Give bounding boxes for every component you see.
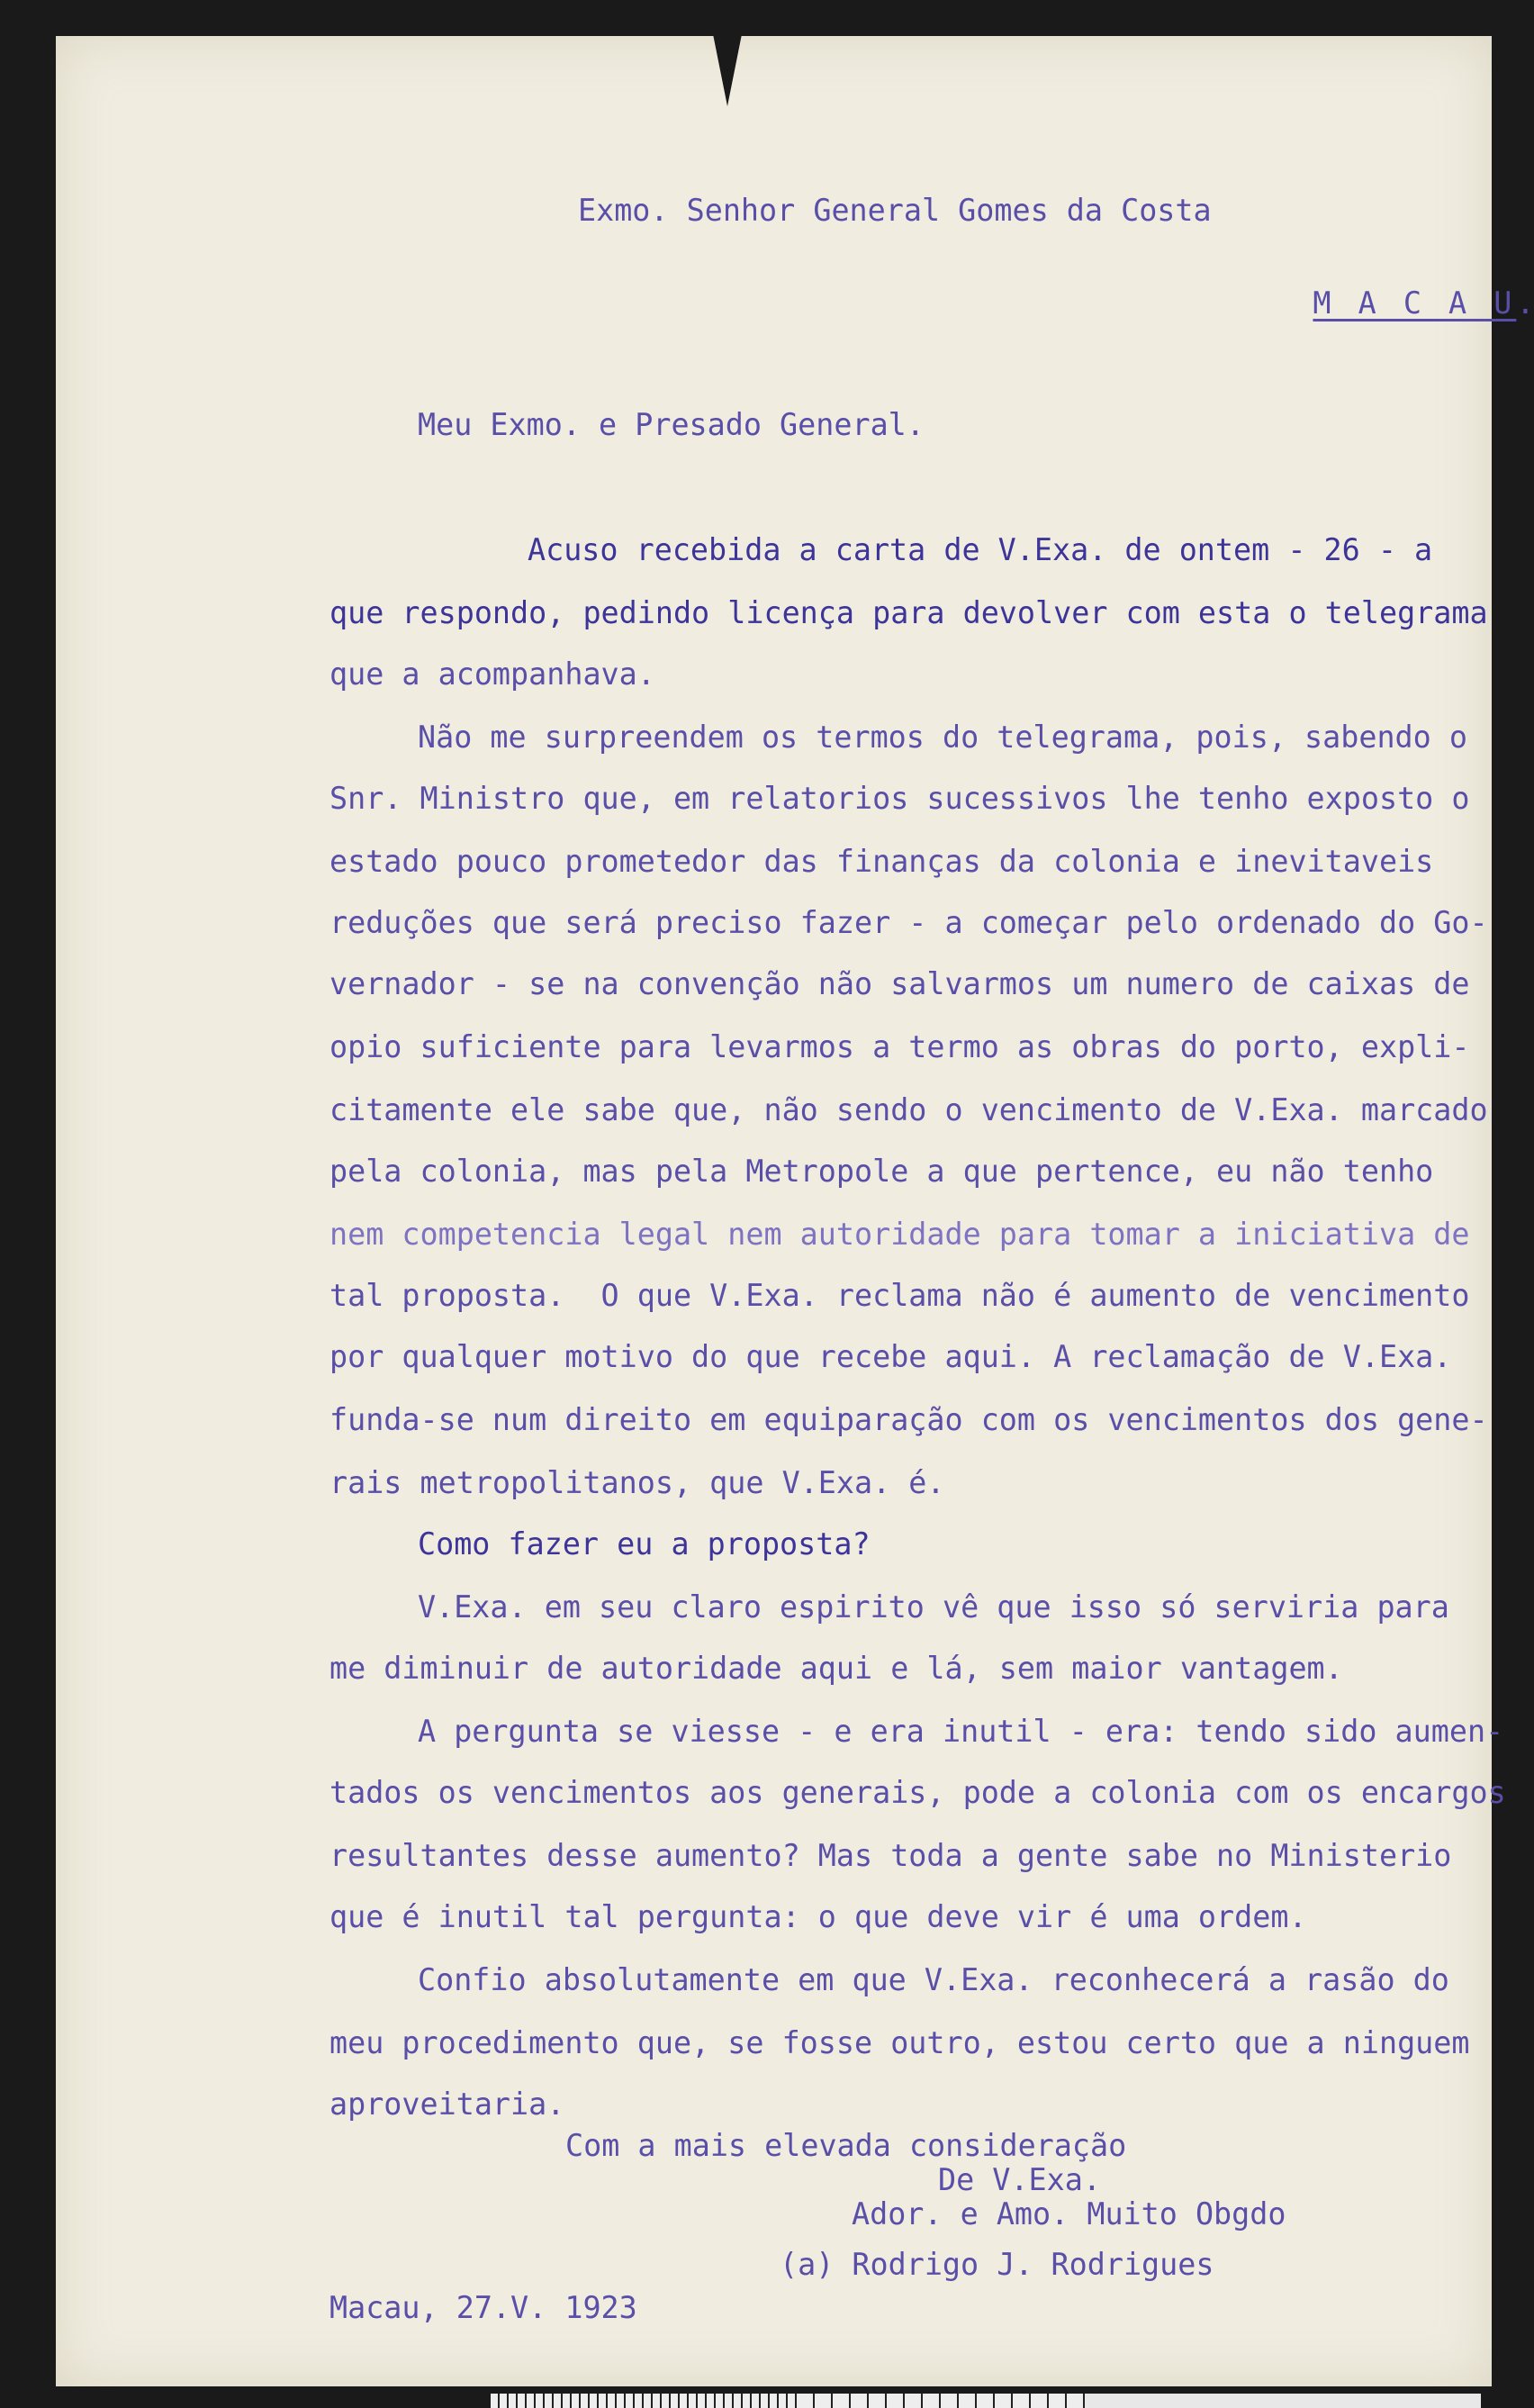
body-line: funda-se num direito em equiparação com os vencimentos dos gene- <box>329 1402 1488 1437</box>
body-line: tados os vencimentos aos generais, pode a colonia com os encargos <box>329 1775 1506 1810</box>
body-line: vernador - se na convenção não salvarmos um numero de caixas de <box>329 966 1470 1001</box>
body-line: que a acompanhava. <box>329 656 655 692</box>
date-line: Macau, 27.V. 1923 <box>329 2290 637 2325</box>
body-line: aproveitaria. <box>329 2087 565 2122</box>
body-line: meu procedimento que, se fosse outro, estou certo que a ninguem <box>329 2025 1470 2060</box>
body-line: Snr. Ministro que, em relatorios sucessivos lhe tenho exposto o <box>329 781 1470 816</box>
body-line: opio suficiente para levarmos a termo as obras do porto, expli- <box>329 1029 1470 1064</box>
place-name: M A C A U <box>1313 285 1517 321</box>
body-line: que respondo, pedindo licença para devolver com esta o telegrama <box>329 595 1488 630</box>
body-line: Acuso recebida a carta de V.Exa. de ontem - 26 - a <box>528 532 1433 567</box>
place-line <box>1241 258 1534 349</box>
document-page <box>56 36 1534 2386</box>
body-line: Confio absolutamente em que V.Exa. reconhecerá a rasão do <box>418 1962 1449 1997</box>
body-line: pela colonia, mas pela Metropole a que pertence, eu não tenho <box>329 1154 1434 1189</box>
closing-line: De V.Exa. <box>938 2162 1101 2197</box>
place-period: . <box>1516 285 1534 321</box>
scale-ruler-fine <box>491 2394 797 2408</box>
closing-line: Com a mais elevada consideração <box>565 2128 1127 2163</box>
closing-line: Ador. e Amo. Muito Obgdo <box>852 2196 1286 2231</box>
body-line: A pergunta se viesse - e era inutil - era: tendo sido aumen- <box>418 1714 1504 1749</box>
signature-line: (a) Rodrigo J. Rodrigues <box>780 2247 1214 2282</box>
body-line: resultantes desse aumento? Mas toda a gente sabe no Ministerio <box>329 1838 1452 1873</box>
scale-ruler-end <box>1085 2394 1481 2408</box>
body-line: tal proposta. O que V.Exa. reclama não é aumento de vencimento <box>329 1278 1470 1313</box>
body-line: Não me surpreendem os termos do telegrama, pois, sabendo o <box>418 720 1467 755</box>
addressee-line: Exmo. Senhor General Gomes da Costa <box>578 193 1212 228</box>
body-line: nem competencia legal nem autoridade para tomar a iniciativa de <box>329 1217 1470 1252</box>
body-line: estado pouco prometedor das finanças da colonia e inevitaveis <box>329 844 1434 879</box>
body-line: V.Exa. em seu claro espirito vê que isso só serviria para <box>418 1589 1449 1625</box>
body-line: por qualquer motivo do que recebe aqui. A reclamação de V.Exa. <box>329 1339 1452 1374</box>
body-line: Como fazer eu a proposta? <box>418 1526 871 1562</box>
body-line: rais metropolitanos, que V.Exa. é. <box>329 1465 945 1500</box>
body-line: que é inutil tal pergunta: o que deve vir é uma ordem. <box>329 1899 1307 1934</box>
body-line: citamente ele sabe que, não sendo o vencimento de V.Exa. marcado <box>329 1092 1488 1127</box>
body-line: reduções que será preciso fazer - a começar pelo ordenado do Go- <box>329 905 1488 940</box>
salutation-line: Meu Exmo. e Presado General. <box>418 407 925 442</box>
body-line: me diminuir de autoridade aqui e lá, sem maior vantagem. <box>329 1651 1343 1686</box>
